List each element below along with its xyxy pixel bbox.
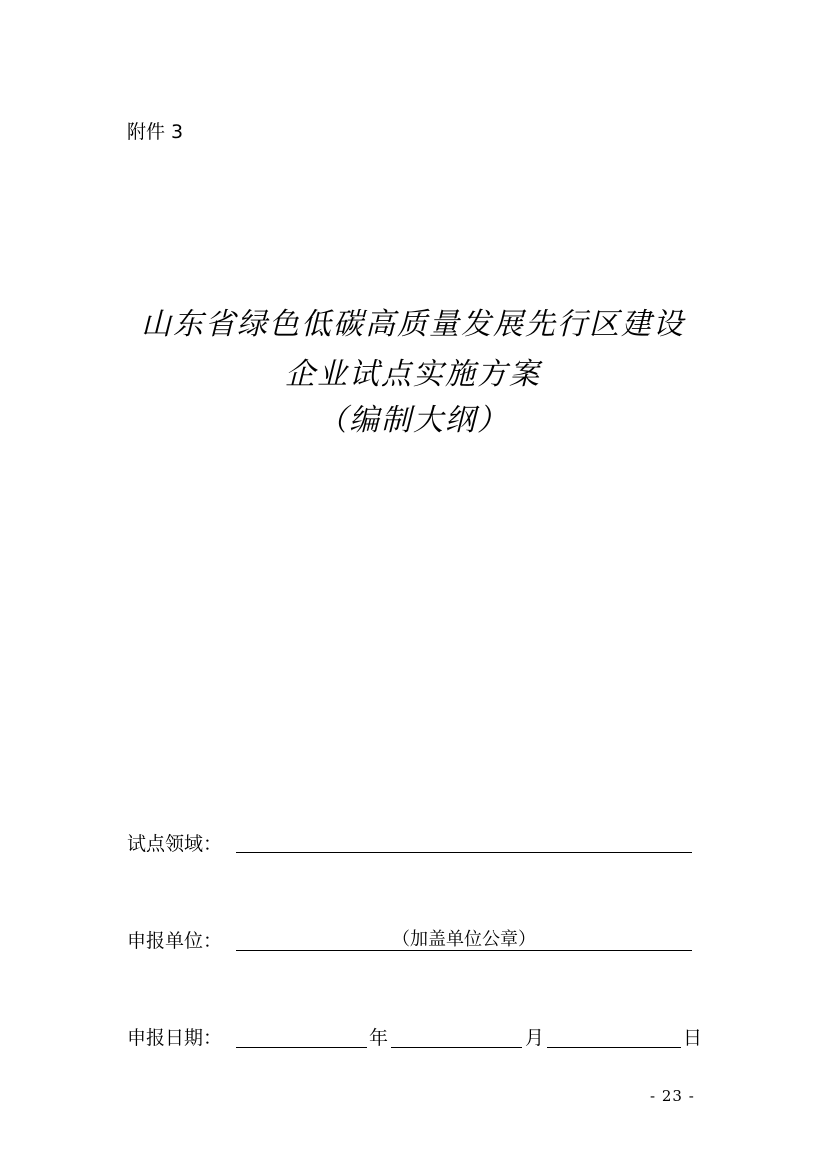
pilot-field-label: 试点领域： bbox=[127, 833, 223, 855]
day-unit: 日 bbox=[683, 1027, 703, 1049]
document-subtitle: （编制大纲） bbox=[317, 403, 509, 438]
document-title-line-2: 企业试点实施方案 bbox=[285, 357, 541, 392]
year-blank[interactable] bbox=[236, 1047, 367, 1048]
applicant-label: 申报单位： bbox=[127, 930, 223, 952]
month-blank[interactable] bbox=[391, 1047, 522, 1048]
year-unit: 年 bbox=[369, 1027, 389, 1049]
attachment-label: 附件 3 bbox=[127, 121, 184, 143]
date-label: 申报日期： bbox=[127, 1027, 223, 1049]
page-number: - 23 - bbox=[650, 1087, 695, 1105]
seal-note: （加盖单位公章） bbox=[392, 929, 536, 950]
day-blank[interactable] bbox=[547, 1047, 681, 1048]
month-unit: 月 bbox=[525, 1027, 545, 1049]
pilot-field-blank[interactable] bbox=[236, 852, 692, 853]
document-title-line-1: 山东省绿色低碳高质量发展先行区建设 bbox=[141, 307, 685, 342]
